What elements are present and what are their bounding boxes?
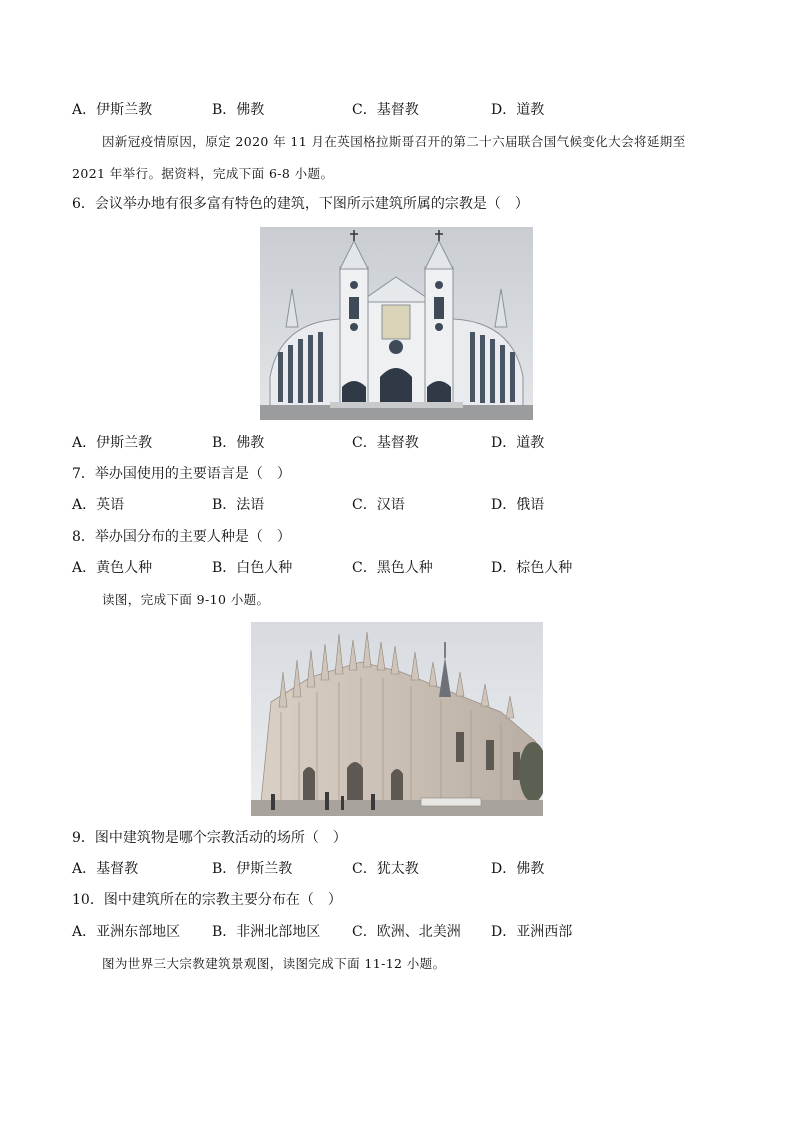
q7-option-d: D．俄语 bbox=[491, 497, 545, 513]
q5-options bbox=[72, 100, 732, 120]
q9-option-d: D．佛教 bbox=[491, 861, 545, 877]
passage-2 bbox=[72, 590, 732, 610]
cathedral-illustration bbox=[251, 622, 543, 816]
q10-stem: 10．图中建筑所在的宗教主要分布在（ ） bbox=[72, 892, 342, 908]
q6-option-b: B．佛教 bbox=[212, 435, 265, 451]
passage-1 bbox=[72, 132, 732, 184]
q10-option-d: D．亚洲西部 bbox=[491, 924, 573, 940]
q10-option-c: C．欧洲、北美洲 bbox=[352, 924, 461, 940]
passage-2-text: 读图，完成下面 9-10 小题。 bbox=[102, 592, 270, 607]
q8-options bbox=[72, 558, 732, 578]
q9-option-a: A．基督教 bbox=[72, 861, 139, 877]
q5-option-a: A．伊斯兰教 bbox=[72, 102, 153, 118]
q7-stem: 7．举办国使用的主要语言是（ ） bbox=[72, 466, 291, 482]
q7-option-b: B．法语 bbox=[212, 497, 265, 513]
passage-1-line-1: 因新冠疫情原因，原定 2020 年 11 月在英国格拉斯哥召开的第二十六届联合国气候变化大会将延期至 bbox=[102, 134, 686, 149]
q7-option-a: A．英语 bbox=[72, 497, 125, 513]
q7-option-c: C．汉语 bbox=[352, 497, 405, 513]
q5-option-d: D．道教 bbox=[491, 102, 545, 118]
church-illustration bbox=[260, 227, 533, 420]
q6-option-d: D．道教 bbox=[491, 435, 545, 451]
q5-option-b: B．佛教 bbox=[212, 102, 265, 118]
passage-3-text: 图为世界三大宗教建筑景观图，读图完成下面 11-12 小题。 bbox=[102, 956, 446, 971]
q8-option-b: B．白色人种 bbox=[212, 560, 293, 576]
q8-option-c: C．黑色人种 bbox=[352, 560, 433, 576]
q8-stem: 8．举办国分布的主要人种是（ ） bbox=[72, 529, 291, 545]
q8-option-a: A．黄色人种 bbox=[72, 560, 153, 576]
q6-stem: 6．会议举办地有很多富有特色的建筑，下图所示建筑所属的宗教是（ ） bbox=[72, 196, 529, 212]
q10-options bbox=[72, 922, 732, 942]
passage-1-line-2: 2021 年举行。据资料，完成下面 6-8 小题。 bbox=[72, 166, 334, 181]
q10-option-b: B．非洲北部地区 bbox=[212, 924, 321, 940]
q5-option-c: C．基督教 bbox=[352, 102, 419, 118]
q10-option-a: A．亚洲东部地区 bbox=[72, 924, 181, 940]
q9-stem: 9．图中建筑物是哪个宗教活动的场所（ ） bbox=[72, 830, 347, 846]
q9-option-b: B．伊斯兰教 bbox=[212, 861, 293, 877]
q9-option-c: C．犹太教 bbox=[352, 861, 419, 877]
q7-options bbox=[72, 495, 732, 515]
q6-options bbox=[72, 433, 732, 453]
q9-options bbox=[72, 859, 732, 879]
q6-option-a: A．伊斯兰教 bbox=[72, 435, 153, 451]
q6-option-c: C．基督教 bbox=[352, 435, 419, 451]
cathedral-photo bbox=[251, 622, 543, 816]
q8-option-d: D．棕色人种 bbox=[491, 560, 573, 576]
church-photo bbox=[260, 227, 533, 420]
passage-3 bbox=[72, 954, 732, 974]
